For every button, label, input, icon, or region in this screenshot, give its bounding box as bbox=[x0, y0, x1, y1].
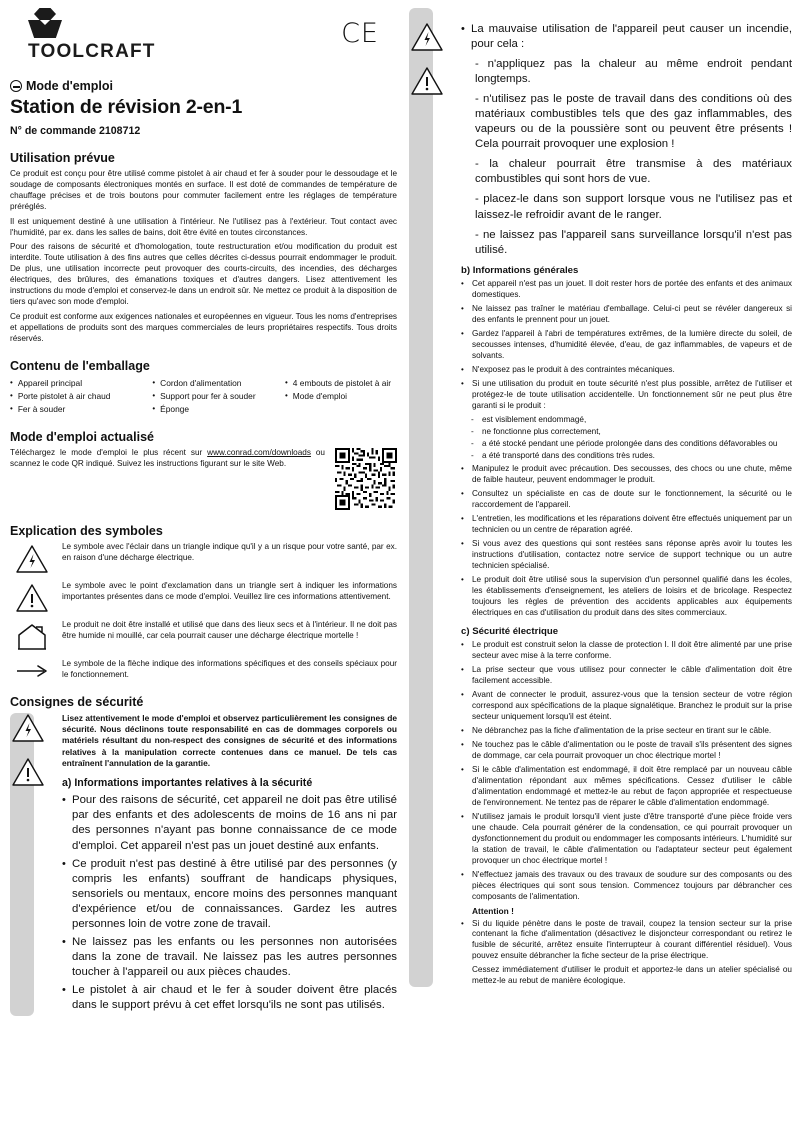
symbol-text: Le produit ne doit être installé et utilisé que dans des lieux secs et à l'intérieur. Il ne doit pas être humide ni mouillé, car cela pourrait causer une décharge électrique mortelle ! bbox=[62, 619, 397, 640]
list-item-label: a été stocké pendant une période prolongée dans des conditions défavorables ou bbox=[482, 439, 778, 449]
general-info-list-2 bbox=[461, 464, 792, 619]
safety-warning-text bbox=[56, 713, 397, 1016]
bullet-icon: • bbox=[461, 538, 464, 548]
list-item bbox=[152, 403, 279, 416]
list-item bbox=[461, 665, 792, 687]
fire-dash-item: - n'utilisez pas le poste de travail dans des conditions où des matériaux combustibles tels que des gaz inflammables, des vapeurs ou de la poussière sont ou peuvent être présents ! Cela pourrait provoquer une explosion ! bbox=[475, 93, 792, 151]
list-item-label: Ne laissez pas traîner le matériau d'emballage. Celui-ci peut se révéler dangereux si des enfants le prennent pour un jouet. bbox=[472, 303, 792, 324]
list-item-label: La prise secteur que vous utilisez pour connecter le câble d'alimentation doit être facilement accessible. bbox=[472, 664, 792, 685]
list-item bbox=[471, 450, 792, 462]
list-item-label: Manipulez le produit avec précaution. Des secousses, des chocs ou une chute, même de faible hauteur, peuvent endommager le produit. bbox=[472, 464, 792, 485]
bullet-icon: • bbox=[461, 639, 464, 649]
safety-condition-list bbox=[471, 414, 792, 462]
bullet-icon: • bbox=[284, 390, 288, 400]
list-item-label: Cet appareil n'est pas un jouet. Il doit rester hors de portée des enfants et des animaux domestiques. bbox=[472, 278, 792, 299]
bullet-icon: • bbox=[461, 764, 464, 774]
list-item-label: Si du liquide pénètre dans le poste de travail, coupez la tension secteur sur la prise contenant la fiche d'alimentation (désactivez le disjoncteur correspondant ou retirez le fusible de sécurité, arrêtez ensuite l'interrupteur à courant différentiel résiduel). Vous pouvez ensuite débrancher la fiche secteur de la prise électrique. bbox=[472, 918, 792, 961]
language-flag-icon bbox=[10, 80, 22, 92]
list-item bbox=[461, 489, 792, 511]
list-item-label: L'entretien, les modifications et les réparations doivent être effectués uniquement par un technicien ou un centre de réparation agréé. bbox=[472, 513, 792, 534]
list-item-label: ne fonctionne plus correctement, bbox=[482, 427, 601, 437]
dash-icon: - bbox=[471, 427, 474, 437]
bullet-icon: • bbox=[461, 23, 465, 35]
package-column-1 bbox=[10, 377, 146, 416]
lightning-triangle-icon bbox=[410, 22, 444, 52]
package-contents-heading: Contenu de l'emballage bbox=[10, 358, 150, 373]
list-item bbox=[10, 390, 146, 403]
brand-header bbox=[10, 8, 397, 63]
bullet-icon: • bbox=[461, 378, 464, 388]
intended-use-heading: Utilisation prévue bbox=[10, 151, 115, 165]
conrad-downloads-link[interactable]: www.conrad.com/downloads bbox=[207, 447, 311, 457]
list-item bbox=[10, 403, 146, 416]
brand-wordmark: TOOLCRAFT bbox=[28, 41, 156, 62]
dash-icon: - bbox=[471, 439, 474, 449]
list-item-label: La mauvaise utilisation de l'appareil peut causer un incendie, pour cela : bbox=[471, 23, 792, 51]
list-item-label: 4 embouts de pistolet à air bbox=[292, 377, 392, 388]
list-item-label: Ne débranchez pas la fiche d'alimentation de la prise secteur en tirant sur le câble. bbox=[472, 725, 772, 735]
page-title: Station de révision 2-en-1 bbox=[10, 96, 243, 118]
document-type-label: Mode d'emploi bbox=[26, 79, 113, 93]
updated-manual-row bbox=[10, 448, 397, 510]
bullet-icon: • bbox=[461, 918, 464, 928]
intended-use-paragraph: Ce produit est conforme aux exigences nationales et européennes en vigueur. Tous les noms d'entreprises et appellations de produits sont des marques commerciales de leurs propriétaires respectifs. Tous droits réservés. bbox=[10, 311, 397, 343]
list-item-label: a été transporté dans des conditions très rudes. bbox=[482, 451, 655, 461]
fire-dash-item: - la chaleur pourrait être transmise à des matériaux combustibles qui sont hors de vue. bbox=[475, 158, 792, 186]
symbol-row bbox=[10, 542, 397, 574]
intended-use-paragraph: Il est uniquement destiné à une utilisation à l'intérieur. Ne l'utilisez pas à l'extérieur. Tout contact avec l'humidité, par ex. dans les salles de bains, doit être évité en toutes circonstances. bbox=[10, 216, 397, 237]
list-item-label: Si le câble d'alimentation est endommagé, il doit être remplacé par un nouveau câble d'alimentation répondant aux mêmes spécifications. Cessez d'utiliser le câble d'alimentation endommagé et mettez-le au rebut de façon appropriée et respectueuse de l'environnement. Ne tentez pas de réparer le câble d'alimentation endommagé. bbox=[472, 764, 792, 807]
list-item-label: Mode d'emploi bbox=[292, 390, 348, 401]
list-item-label: Fer à souder bbox=[17, 403, 66, 414]
safety-a-list bbox=[62, 793, 397, 1013]
list-item bbox=[471, 438, 792, 450]
updated-manual-heading: Mode d'emploi actualisé bbox=[10, 429, 154, 444]
bullet-icon: • bbox=[62, 794, 66, 807]
attention-list bbox=[461, 919, 792, 963]
bullet-icon: • bbox=[461, 328, 464, 338]
fire-dash-item: - n'appliquez pas la chaleur au même endroit pendant longtemps. bbox=[475, 58, 792, 86]
bullet-icon: • bbox=[152, 390, 156, 400]
bullet-icon: • bbox=[152, 377, 156, 387]
list-item bbox=[471, 426, 792, 438]
updated-manual-text bbox=[10, 448, 325, 470]
list-item-label: Le produit est construit selon la classe de protection I. Il doit être alimenté par une prise secteur avec mise à la terre conforme. bbox=[472, 639, 792, 660]
list-item-label: Le produit doit être utilisé sous la supervision d'un personnel qualifié dans les écoles, les établissements d'enseignement, les ateliers de loisirs et de bricolage. Respectez toujours les règles de prévention des accidents applicables aux équipements électriques en cas d'utilisation du produit dans des sites commerciaux. bbox=[472, 574, 792, 617]
bullet-icon: • bbox=[461, 364, 464, 374]
list-item-label: Cordon d'alimentation bbox=[160, 377, 242, 388]
list-item bbox=[461, 740, 792, 762]
lightning-triangle-icon bbox=[10, 542, 54, 574]
list-item-label: Ne touchez pas le câble d'alimentation ou le poste de travail s'ils présentent des signes de dommage, car cela pourrait provoquer un choc électrique mortel ! bbox=[472, 739, 792, 760]
list-item bbox=[461, 690, 792, 723]
list-item-label: Si une utilisation du produit en toute sécurité n'est plus possible, arrêtez de l'utiliser et protégez-le de toute utilisation accidentelle. Un fonctionnement sûr ne peut plus être garanti si le produit : bbox=[472, 378, 792, 410]
package-column-3 bbox=[285, 377, 397, 416]
list-item bbox=[285, 377, 397, 390]
list-item bbox=[461, 539, 792, 572]
list-item bbox=[461, 919, 792, 963]
list-item-label: Ne laissez pas les enfants ou les personnes non autorisées dans la zone de travail. Ne laissez pas les autres personnes toucher à l'appareil ou aux pièces chaudes. bbox=[72, 935, 397, 978]
subsection-b-heading: b) Informations générales bbox=[461, 264, 579, 276]
bullet-icon: • bbox=[284, 377, 288, 387]
list-item bbox=[461, 640, 792, 662]
package-contents-list bbox=[10, 377, 397, 416]
warning-icon-column bbox=[10, 713, 56, 1016]
list-item bbox=[461, 365, 792, 376]
list-item-label: est visiblement endommagé, bbox=[482, 415, 587, 425]
fire-dash-item: - ne laissez pas l'appareil sans surveillance lorsqu'il n'est pas utilisé. bbox=[475, 228, 792, 256]
bullet-icon: • bbox=[152, 403, 156, 413]
symbols-heading: Explication des symboles bbox=[10, 523, 163, 538]
list-item bbox=[152, 390, 279, 403]
list-item bbox=[471, 414, 792, 426]
package-column-2 bbox=[152, 377, 279, 416]
list-item bbox=[461, 575, 792, 619]
list-item bbox=[461, 304, 792, 326]
list-item-label: Porte pistolet à air chaud bbox=[17, 390, 111, 401]
order-number: N° de commande 2108712 bbox=[10, 125, 141, 137]
bullet-icon: • bbox=[461, 811, 464, 821]
bullet-icon: • bbox=[461, 739, 464, 749]
bullet-icon: • bbox=[62, 983, 66, 996]
exclamation-triangle-icon bbox=[10, 581, 54, 613]
list-item bbox=[10, 377, 146, 390]
list-item bbox=[62, 983, 397, 1013]
symbol-row bbox=[10, 659, 397, 681]
bullet-icon: • bbox=[461, 725, 464, 735]
right-warning-block bbox=[409, 8, 792, 987]
general-info-list bbox=[461, 279, 792, 412]
intended-use-paragraph: Pour des raisons de sécurité et d'homologation, toute restructuration et/ou modification du produit est interdite. Toute utilisation à des fins autres que celles décrites ci-dessus pourrait endommager le produit. De plus, une utilisation incorrecte peut provoquer des courts-circuits, des incendies, des décharges électriques, des brûlures, des émanations toxiques et d'autres dangers. Lisez attentivement les instructions du mode d'emploi et conservez-le dans un endroit sûr. Ne mettez ce produit à la disposition de tiers qu'avec son mode d'emploi. bbox=[10, 242, 397, 306]
bullet-icon: • bbox=[461, 664, 464, 674]
list-item bbox=[152, 377, 279, 390]
list-item bbox=[62, 935, 397, 980]
list-item-label: N'utilisez jamais le produit lorsqu'il vient juste d'être transporté d'une pièce froide vers une chaude. Cela pourrait générer de la condensation, ce qui pourrait provoquer un dysfonctionnement du produit ou endommager les composants intérieurs. L'humidité sur la station de travail, le câble d'alimentation ou l'adaptateur secteur peut également provoquer un choc électrique mortel ! bbox=[472, 811, 792, 865]
list-item-label: Support pour fer à souder bbox=[160, 390, 256, 401]
list-item bbox=[461, 329, 792, 362]
symbol-row bbox=[10, 620, 397, 652]
exclamation-triangle-icon bbox=[11, 757, 45, 787]
right-column bbox=[407, 8, 792, 1126]
list-item bbox=[62, 857, 397, 932]
list-item bbox=[461, 870, 792, 903]
safety-warning-block bbox=[10, 713, 397, 1016]
list-item-label: Gardez l'appareil à l'abri de températures extrêmes, de la lumière directe du soleil, de secousses intenses, d'humidité élevée, d'eau, de gaz inflammables, de vapeurs et de solvants. bbox=[472, 328, 792, 360]
safety-heading: Consignes de sécurité bbox=[10, 694, 144, 709]
document-type bbox=[10, 79, 397, 93]
list-item bbox=[461, 812, 792, 867]
symbol-text: Le symbole avec l'éclair dans un triangle indique qu'il y a un risque pour votre santé, par ex. en raison d'une décharge électrique. bbox=[62, 541, 397, 562]
symbol-text: Le symbole avec le point d'exclamation dans un triangle sert à indiquer les informations importantes présentes dans ce mode d'emploi. Veuillez lire ces informations attentivement. bbox=[62, 580, 397, 601]
list-item bbox=[461, 726, 792, 737]
intended-use-paragraph: Ce produit est conçu pour être utilisé comme pistolet à air chaud et fer à souder pour le dessoudage et le soudage de composants électroniques montés en surface. Il est doté de commandes de température de chauffage précises et de trois boutons pour commuter facilement entre les réglages de température préréglés. bbox=[10, 169, 397, 211]
list-item-label: Consultez un spécialiste en cas de doute sur le fonctionnement, la sécurité ou le raccordement de l'appareil. bbox=[472, 489, 792, 509]
bullet-icon: • bbox=[461, 869, 464, 879]
list-item bbox=[461, 22, 792, 52]
list-item-label: Le pistolet à air chaud et le fer à souder doivent être placés dans le support prévu à cet effet lorsqu'ils ne sont pas utilisés. bbox=[72, 983, 397, 1011]
list-item-label: Si vous avez des questions qui sont restées sans réponse après avoir lu toutes les instructions d'utilisation, contactez notre service de support technique ou un autre technicien spécialisé. bbox=[472, 538, 792, 570]
symbol-row bbox=[10, 581, 397, 613]
house-indoor-icon bbox=[10, 620, 54, 652]
gray-band bbox=[409, 8, 433, 987]
qr-code bbox=[335, 448, 397, 510]
bullet-icon: • bbox=[461, 689, 464, 699]
bullet-icon: • bbox=[461, 574, 464, 584]
list-item bbox=[461, 464, 792, 486]
safety-intro: Lisez attentivement le mode d'emploi et observez particulièrement les consignes de sécurité. Nous déclinons toute responsabilité en cas de dommages corporels ou matériels résultant du non-respect des consignes de sécurité et des informations relatives à la manipulation correcte contenues dans ce manuel. De tels cas entraînent l'annulation de la garantie. bbox=[62, 712, 397, 769]
toolcraft-cube-logo-icon bbox=[28, 8, 62, 38]
dash-icon: - bbox=[471, 415, 474, 425]
list-item-label: Appareil principal bbox=[17, 377, 83, 388]
list-item bbox=[461, 279, 792, 301]
bullet-icon: • bbox=[461, 303, 464, 313]
bullet-icon: • bbox=[461, 513, 464, 523]
list-item-label: Avant de connecter le produit, assurez-vous que la tension secteur de votre région correspond aux spécifications de la plaque signalétique. Branchez le produit sur la prise secteur uniquement lorsqu'il est éteint. bbox=[472, 689, 792, 721]
list-item bbox=[461, 765, 792, 809]
dash-icon: - bbox=[471, 451, 474, 461]
list-item bbox=[461, 379, 792, 412]
right-warning-text bbox=[455, 8, 792, 987]
list-item-label: Pour des raisons de sécurité, cet appareil ne doit pas être utilisé par des enfants et des adolescents de moins de 16 ans ni par des personnes n'ayant pas bonne connaissance de ce mode d'emploi. Cet appareil n'est pas un jouet destiné aux enfants. bbox=[72, 794, 397, 852]
list-item bbox=[62, 793, 397, 853]
list-item bbox=[285, 390, 397, 403]
bullet-icon: • bbox=[62, 935, 66, 948]
bullet-icon: • bbox=[461, 464, 464, 474]
ce-mark-icon: CE bbox=[341, 18, 379, 49]
list-item-label: Ce produit n'est pas destiné à être utilisé par des personnes (y compris les enfants) souffrant de handicaps physiques, sensoriels ou mentaux, encore moins des personnes manquant d'expérience et/ou de connaissances. Gardez les autres personnes loin de votre zone de travail. bbox=[72, 857, 397, 930]
bullet-icon: • bbox=[62, 857, 66, 870]
list-item bbox=[461, 514, 792, 536]
electrical-safety-list bbox=[461, 640, 792, 903]
list-item-label: Éponge bbox=[160, 403, 190, 414]
symbol-text: Le symbole de la flèche indique des informations spécifiques et des conseils spéciaux pour le fonctionnement. bbox=[62, 658, 397, 679]
attention-label: Attention ! bbox=[472, 905, 514, 916]
bullet-icon: • bbox=[461, 489, 464, 499]
bullet-icon: • bbox=[10, 377, 13, 387]
fire-dash-item: - placez-le dans son support lorsque vous ne l'utilisez pas et laissez-le refroidir avant de le ranger. bbox=[475, 193, 792, 221]
list-item-label: N'effectuez jamais des travaux ou des travaux de soudure sur des composants ou des pièces électriques qui sont sous tension. Commencez toujours par débrancher ces composants de l'alimentation. bbox=[472, 869, 792, 901]
subsection-c-heading: c) Sécurité électrique bbox=[461, 625, 559, 637]
left-column bbox=[10, 8, 399, 1126]
list-item-label: N'exposez pas le produit à des contraintes mécaniques. bbox=[472, 364, 675, 374]
brand-block bbox=[10, 8, 156, 63]
bullet-icon: • bbox=[10, 403, 13, 413]
download-text-after: ou scannez le code QR indiqué. Suivez les instructions figurant sur le site Web. bbox=[10, 447, 325, 468]
bullet-icon: • bbox=[10, 390, 13, 400]
fire-warning-list bbox=[461, 22, 792, 52]
download-text-before: Téléchargez le mode d'emploi le plus récent sur bbox=[10, 447, 208, 457]
arrow-right-icon bbox=[10, 659, 54, 681]
warning-icon-column bbox=[409, 8, 455, 987]
lightning-triangle-icon bbox=[11, 713, 45, 743]
exclamation-triangle-icon bbox=[410, 66, 444, 96]
bullet-icon: • bbox=[461, 278, 464, 288]
safety-subsection-a-heading: a) Informations importantes relatives à la sécurité bbox=[62, 777, 313, 790]
attention-followup: Cessez immédiatement d'utiliser le produit et apportez-le dans un atelier spécialisé ou mettez-le au rebut de manière écologique. bbox=[472, 965, 792, 986]
